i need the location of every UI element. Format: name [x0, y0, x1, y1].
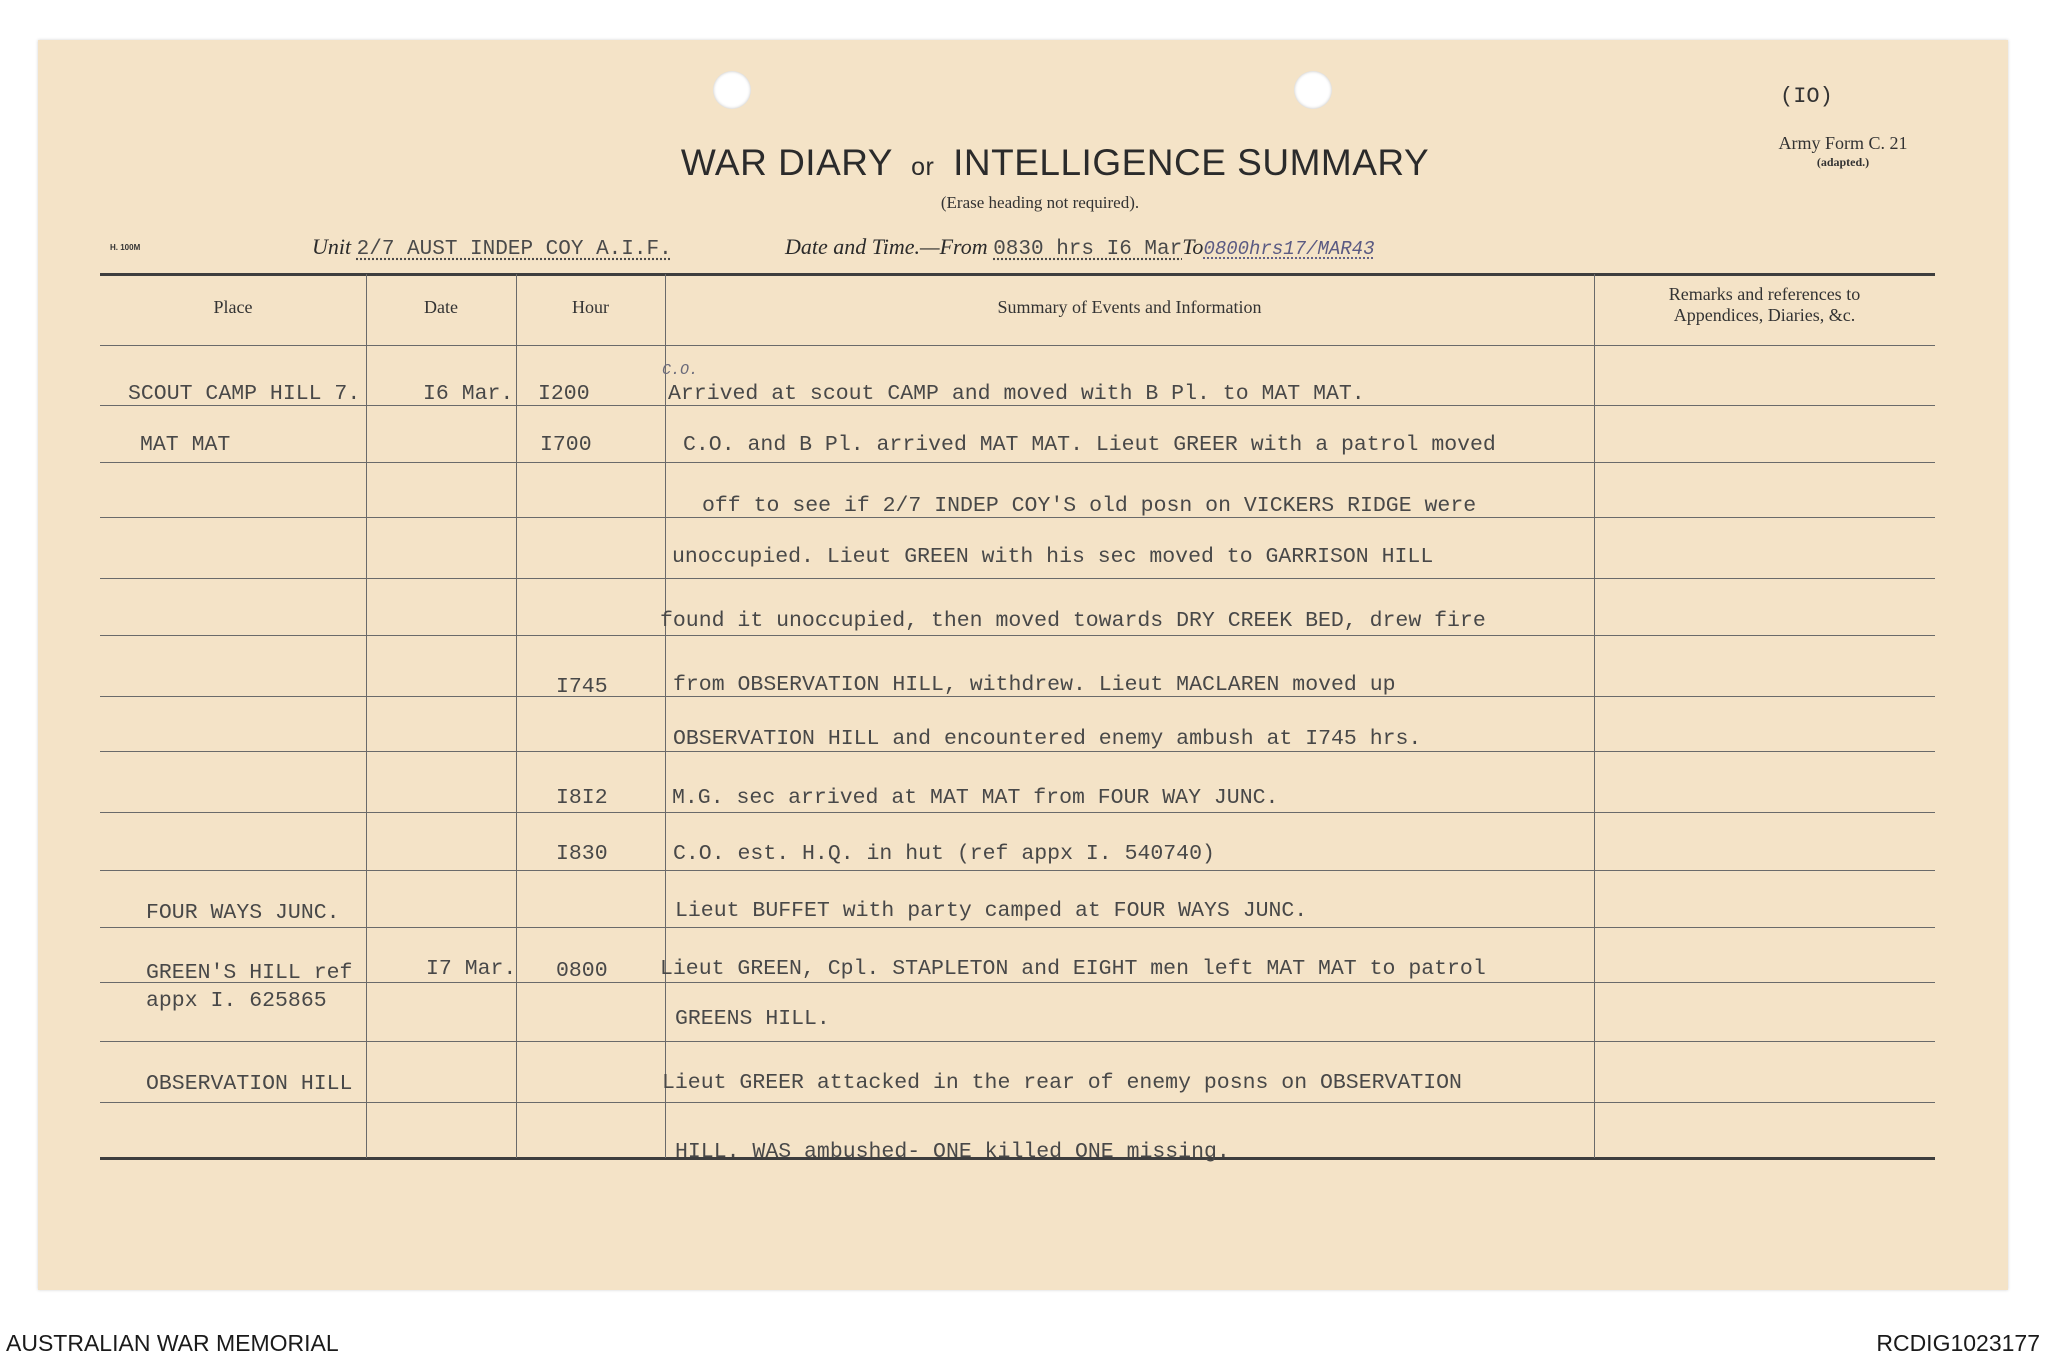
- row-rule: [100, 751, 1935, 752]
- row-rule: [100, 812, 1935, 813]
- column-divider: [516, 274, 517, 1158]
- unit-field: Unit 2/7 AUST INDEP COY A.I.F.: [312, 234, 672, 261]
- row-rule: [100, 927, 1935, 928]
- row-rule: [100, 870, 1935, 871]
- row-rule: [100, 635, 1935, 636]
- column-divider: [1594, 274, 1595, 1158]
- row-rule: [100, 1041, 1935, 1042]
- row-rule: [100, 982, 1935, 983]
- summary-cell: C.O. and B Pl. arrived MAT MAT. Lieut GREER with a patrol moved: [683, 433, 1496, 457]
- summary-cell: Lieut GREEN, Cpl. STAPLETON and EIGHT men left MAT MAT to patrol: [660, 957, 1486, 981]
- summary-cell: Lieut GREER attacked in the rear of enemy posns on OBSERVATION: [662, 1071, 1462, 1095]
- summary-cell: C.O. est. H.Q. in hut (ref appx I. 540740): [673, 842, 1215, 866]
- column-header-hour: Hour: [572, 297, 609, 317]
- margin-note: C.O.: [662, 362, 699, 379]
- hour-cell: I745: [556, 675, 608, 699]
- column-header-place: Place: [213, 297, 253, 317]
- column-divider: [665, 274, 666, 1158]
- column-header-date: Date: [424, 297, 458, 317]
- summary-cell: OBSERVATION HILL and encountered enemy ambush at I745 hrs.: [673, 727, 1422, 751]
- summary-cell: from OBSERVATION HILL, withdrew. Lieut MACLAREN moved up: [673, 673, 1396, 697]
- summary-cell: unoccupied. Lieut GREEN with his sec moved to GARRISON HILL: [672, 545, 1434, 569]
- row-rule: [100, 462, 1935, 463]
- summary-cell: GREENS HILL.: [675, 1007, 830, 1031]
- place-cell: OBSERVATION HILL: [146, 1072, 353, 1096]
- date-cell: I6 Mar.: [423, 382, 514, 406]
- army-form-label: Army Form C. 21 (adapted.): [1778, 133, 1908, 169]
- date-time-field: Date and Time.—From 0830 hrs I6 MarTo0800hrs17/MAR43: [785, 234, 1375, 261]
- page-number: (IO): [1780, 84, 1833, 109]
- header-rule: [100, 345, 1935, 346]
- date-cell: I7 Mar.: [426, 957, 517, 981]
- summary-cell: M.G. sec arrived at MAT MAT from FOUR WAY JUNC.: [672, 786, 1279, 810]
- erase-note: (Erase heading not required).: [940, 193, 1140, 212]
- column-divider: [366, 274, 367, 1158]
- hour-cell: I830: [556, 842, 608, 866]
- place-cell: appx I. 625865: [146, 989, 327, 1013]
- row-rule: [100, 578, 1935, 579]
- summary-cell: found it unoccupied, then moved towards DRY CREEK BED, drew fire: [660, 609, 1486, 633]
- summary-cell: Lieut BUFFET with party camped at FOUR WAYS JUNC.: [675, 899, 1308, 923]
- punch-hole-left: [713, 71, 751, 109]
- column-header-remarks: Remarks and references to Appendices, Diaries, &c.: [1668, 284, 1861, 325]
- column-header-summary: Summary of Events and Information: [997, 297, 1262, 317]
- hour-cell: 0800: [556, 959, 608, 983]
- hour-cell: I700: [540, 433, 592, 457]
- place-cell: MAT MAT: [140, 433, 231, 457]
- place-cell: SCOUT CAMP HILL 7.: [128, 382, 361, 406]
- summary-cell: Arrived at scout CAMP and moved with B Pl. to MAT MAT.: [668, 382, 1365, 406]
- table-top-rule: [100, 273, 1935, 276]
- place-cell: FOUR WAYS JUNC.: [146, 901, 340, 925]
- form-code: H. 100M: [110, 243, 141, 252]
- document-title: WAR DIARY or INTELLIGENCE SUMMARY: [680, 142, 1430, 183]
- place-cell: GREEN'S HILL ref: [146, 961, 353, 985]
- hour-cell: I8I2: [556, 786, 608, 810]
- unit-value: 2/7 AUST INDEP COY A.I.F.: [356, 238, 672, 261]
- date-from-value: 0830 hrs I6 Mar: [993, 238, 1183, 261]
- hour-cell: I200: [538, 382, 590, 406]
- row-rule: [100, 1102, 1935, 1103]
- date-to-value: 0800hrs17/MAR43: [1203, 238, 1375, 260]
- punch-hole-right: [1294, 71, 1332, 109]
- record-id: RCDIG1023177: [1876, 1330, 2040, 1356]
- summary-cell: HILL. WAS ambushed- ONE killed ONE missing.: [675, 1140, 1230, 1164]
- archive-credit: AUSTRALIAN WAR MEMORIAL: [6, 1330, 339, 1356]
- summary-cell: off to see if 2/7 INDEP COY'S old posn on VICKERS RIDGE were: [702, 494, 1477, 518]
